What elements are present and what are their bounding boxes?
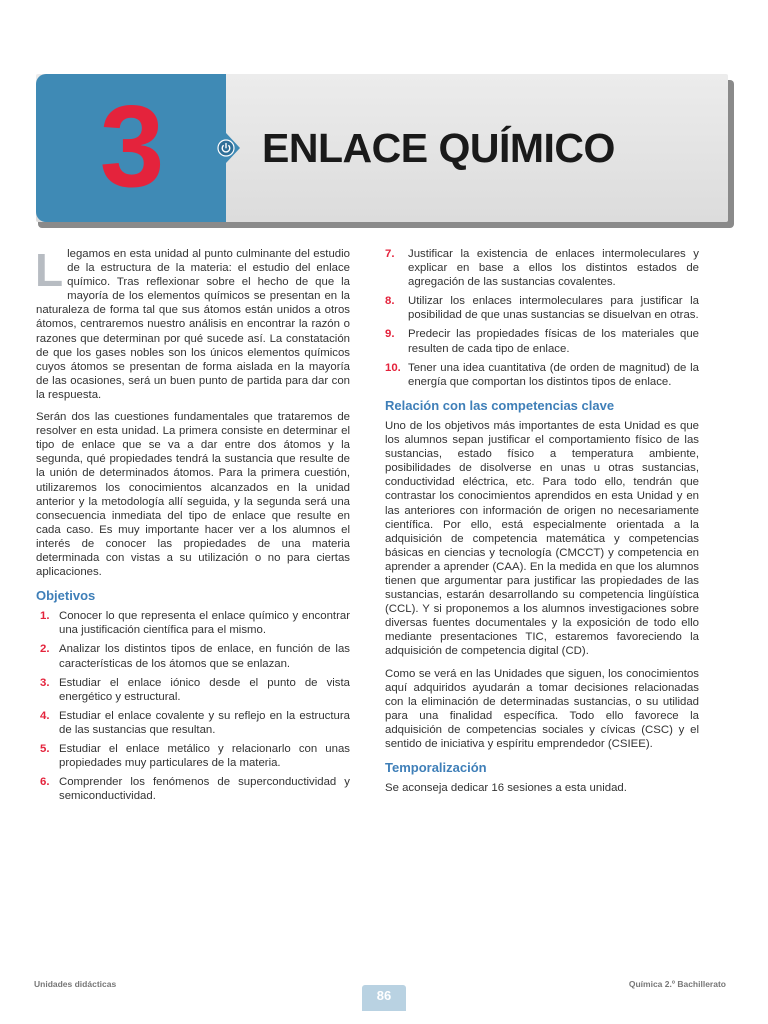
item-number: 3.: [40, 676, 50, 689]
list-item: [385, 361, 699, 389]
item-text: Estudiar el enlace metálico y relacionarlo con unas propiedades muy particulares de la materia.: [59, 743, 350, 770]
item-text: Conocer lo que representa el enlace químico y encontrar una justificación científica para el mismo.: [59, 610, 350, 637]
item-text: Tener una idea cuantitativa (de orden de magnitud) de la energía que comportan los distintos tipos de enlace.: [408, 361, 699, 388]
temporalizacion-heading: Temporalización: [385, 760, 487, 776]
temporalizacion-text: Se aconseja dedicar 16 sesiones a esta unidad.: [385, 782, 627, 795]
objetivos-list: [36, 609, 350, 803]
intro-paragraph-1-text: legamos en esta unidad al punto culminante del estudio de la estructura de la materia: el estudio del enlace químico. Tras reflexionar sobre el hecho de que la mayoría de los elementos químicos se presentan en la naturaleza de forma tal que sus átomos están unidos a otros átomos, centraremos nuestro análisis en encontrar la razón o razones que determinan por qué sucede así. La constatación de que los gases nobles son los únicos elementos químicos cuyos átomos se presentan de forma aislada en la mayoría de las ocasiones, será un buen punto de partida para dar con la respuesta.: [36, 248, 350, 401]
left-column: [35, 244, 350, 808]
item-number: 5.: [40, 743, 50, 755]
footer-left: Unidades didácticas: [34, 979, 117, 989]
list-item: [36, 609, 350, 637]
item-text: Justificar la existencia de enlaces intermoleculares y explicar en base a ellos los distintos estados de agregación de las sustancias covalentes.: [408, 248, 699, 289]
item-text: Comprender los fenómenos de superconductividad y semiconductividad.: [59, 776, 350, 803]
list-item: [385, 247, 699, 289]
list-item: [36, 642, 350, 670]
drop-cap: L: [35, 244, 64, 296]
list-item: [36, 709, 350, 737]
competencias-heading: Relación con las competencias clave: [385, 397, 615, 413]
intro-paragraph-1: [35, 244, 350, 402]
item-number: 4.: [40, 709, 50, 722]
item-number: 8.: [385, 295, 395, 308]
item-number: 9.: [385, 328, 395, 341]
footer-right: Química 2.º Bachillerato: [628, 979, 726, 989]
item-text: Estudiar el enlace covalente y su reflejo en la estructura de las sustancias que resultan.: [59, 709, 350, 736]
item-number: 7.: [385, 248, 395, 260]
item-number: 10.: [385, 361, 401, 374]
item-text: Predecir las propiedades físicas de los materiales que resulten de cada tipo de enlace.: [408, 328, 699, 355]
item-text: Analizar los distintos tipos de enlace, en función de las características de los átomos que se enlazan.: [59, 643, 350, 670]
list-item: [36, 775, 350, 803]
item-number: 1.: [40, 610, 50, 623]
page-number: 86: [362, 985, 406, 1011]
objetivos-list-continued: [385, 247, 699, 389]
competencias-paragraph-2: Como se verá en las Unidades que siguen, los conocimientos aquí adquiridos ayudarán a tomar decisiones relacionadas con la eliminación de determinadas sustancias, o su utilidad para una finalidad específica. Todo ello favorece la adquisición de competencias sociales y cívicas (CSC) y el sentido de iniciativa y espíritu emprendedor (CSIEE).: [385, 667, 699, 750]
list-item: [385, 294, 699, 322]
item-text: Estudiar el enlace iónico desde el punto de vista energético y estructural.: [59, 676, 350, 703]
page-title: ENLACE QUÍMICO: [262, 125, 615, 171]
item-number: 6.: [40, 776, 50, 789]
intro-paragraph-2: Serán dos las cuestiones fundamentales que trataremos de resolver en esta unidad. La primera consiste en determinar el tipo de enlace que se va a dar entre dos átomos y la segunda, qué propiedades tendrá la sustancia que resulte de la unión de determinados átomos. Para la primera cuestión, utilizaremos los conocimientos alcanzados en la unidad anterior y la metodología allí seguida, y la segunda será una consecuencia inmediata del tipo de enlace que resulte en cada caso. Es muy importante hacer ver a los alumnos el interés de conocer las propiedades de una materia determinada con vistas a su utilización o no para ciertas aplicaciones.: [36, 411, 350, 579]
competencias-paragraph-1: Uno de los objetivos más importantes de esta Unidad es que los alumnos sepan justificar el comportamiento físico de las sustancias, estado físico a temperatura ambiente, posibilidades de disolverse en unas u otras sustancias, conductividad eléctrica, etc. Para todo ello, tendrán que contrastar los conocimientos aprendidos en esta Unidad y en las anteriores con información de origen no necesariamente científica. Por ello, está especialmente orientada a la adquisición de competencia matemática y competencias básicas en ciencias y tecnología (CMCCT) y competencia en aprender a aprender (CAA). En la medida en que los alumnos tienen que argumentar para justificar las propiedades de las sustancias, estarán desarrollando su competencia lingüística (CCL). Y si proponemos a los alumnos investigaciones sobre diversas fuentes documentales y la exposición de todo ello mediante presentaciones TIC, estaremos favoreciendo la adquisición de competencia digital (CD).: [385, 419, 699, 658]
chapter-number: 3: [99, 81, 163, 211]
right-column: [385, 247, 699, 803]
objetivos-heading: Objetivos: [36, 588, 96, 604]
item-text: Utilizar los enlaces intermoleculares para justificar la posibilidad de que unas sustancias se disuelvan en otras.: [408, 295, 699, 322]
list-item: [385, 327, 699, 355]
item-number: 2.: [40, 643, 50, 656]
list-item: [36, 676, 350, 704]
list-item: [36, 742, 350, 770]
power-icon: [217, 139, 235, 157]
